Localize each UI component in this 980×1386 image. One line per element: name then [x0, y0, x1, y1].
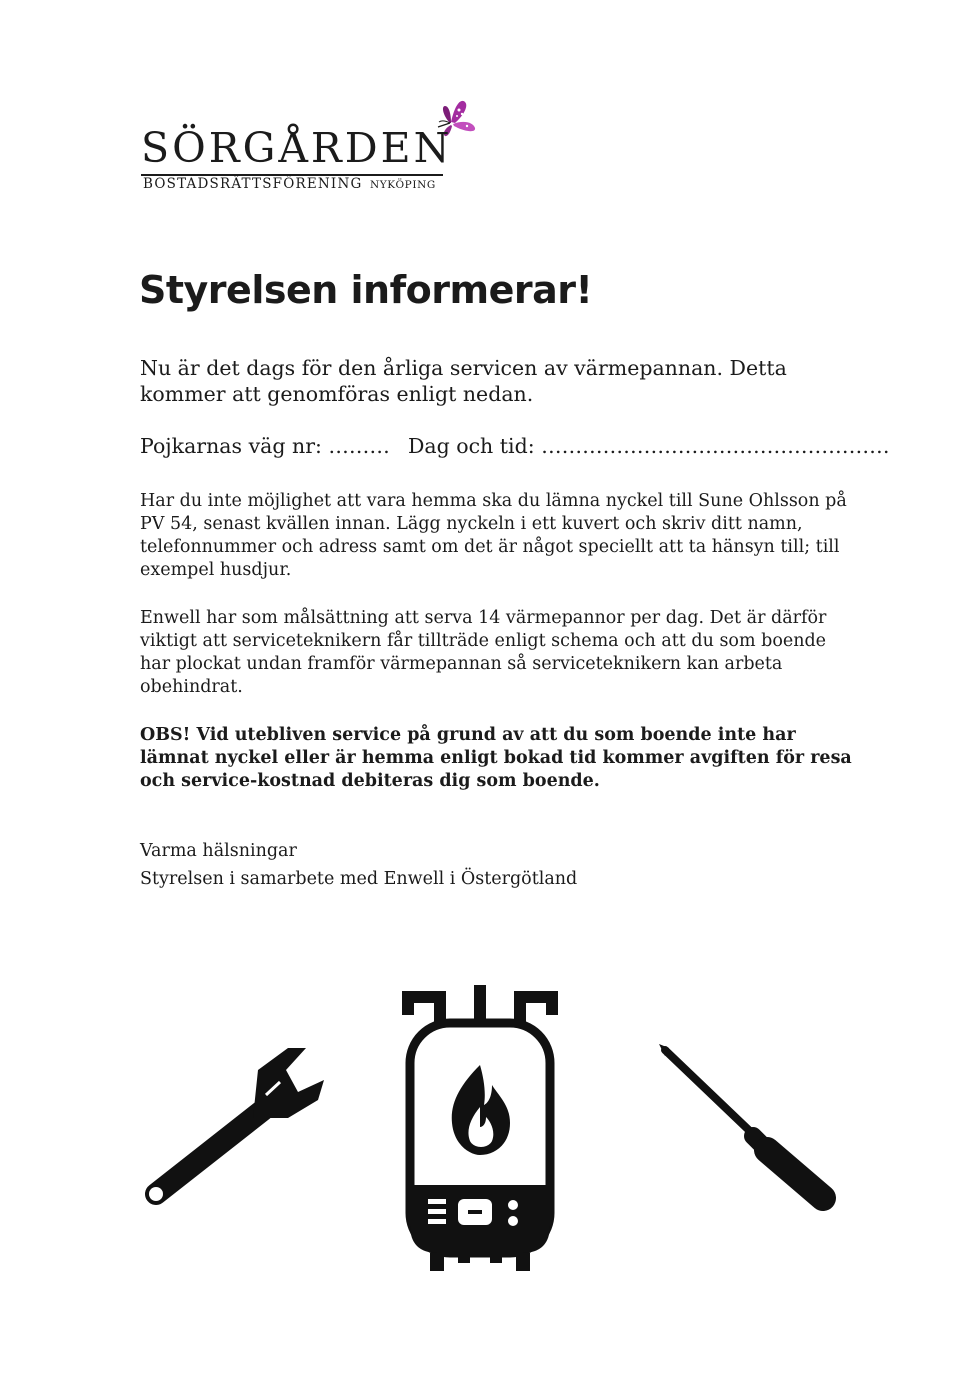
street-number-field: Pojkarnas väg nr: ……… — [140, 434, 390, 458]
signature: Styrelsen i samarbete med Enwell i Östergötland — [140, 869, 578, 889]
page-title: Styrelsen informerar! — [139, 268, 593, 312]
logo-wordmark: SÖRGÅRDEN — [141, 124, 453, 172]
obs-paragraph: OBS! Vid utebliven service på grund av att du som boende inte har lämnat nyckel eller är hemma enligt bokad tid kommer avgiften för resa och service-kostnad debiteras dig som boende. — [140, 725, 852, 791]
date-time-field: Dag och tid: …………………………………………… — [407, 434, 890, 458]
key-info-paragraph: Har du inte möjlighet att vara hemma ska du lämna nyckel till Sune Ohlsson på PV 54, senast kvällen innan. Lägg nyckeln i ett kuvert och skriv ditt namn, telefonnummer och adress samt om det är något speciellt att ta hänsyn till; till exempel husdjur. — [140, 491, 847, 580]
logo-subtitle — [143, 176, 436, 192]
association-logo — [139, 96, 479, 206]
logo-subtitle-text: BOSTADSRÄTTSFÖRENING — [143, 176, 363, 192]
goal-info-paragraph: Enwell har som målsättning att serva 14 värmepannor per dag. Det är därför viktigt att serviceteknikern får tillträde enligt schema och att du som boende har plockat undan framför värmepannan så serviceteknikern kan arbeta obehindrat. — [140, 608, 827, 697]
greeting: Varma hälsningar — [140, 841, 297, 861]
booking-fields — [140, 433, 890, 459]
water-heater-icon — [400, 985, 560, 1275]
intro-paragraph: Nu är det dags för den årliga servicen av värmepannan. Detta kommer att genomföras enligt nedan. — [140, 356, 787, 406]
screwdriver-icon — [655, 1040, 840, 1215]
wrench-icon — [138, 1040, 328, 1215]
logo-subtitle-city: NYKÖPING — [369, 179, 436, 191]
